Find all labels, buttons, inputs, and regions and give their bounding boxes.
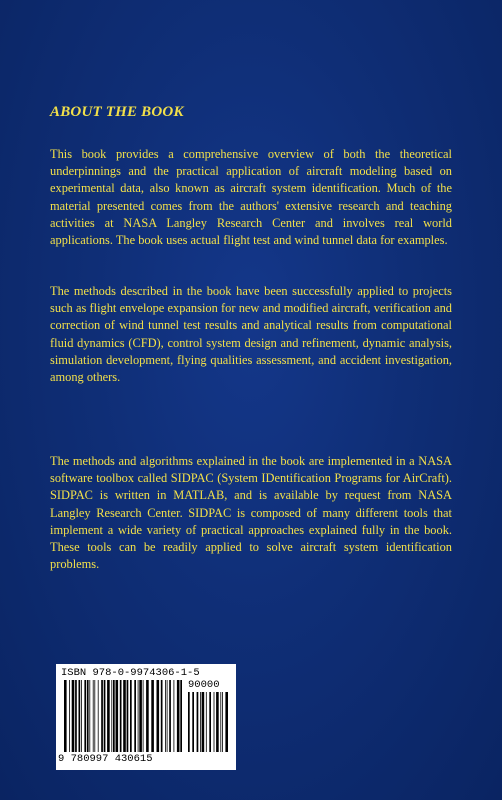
addon-barcode-bars-icon	[188, 692, 230, 752]
barcode-digits: 9 780997 430615	[58, 753, 153, 765]
about-paragraph-3: The methods and algorithms explained in the book are implemented in a NASA software toolbox called SIDPAC (System IDentification Programs for AirCraft). SIDPAC is written in MATLAB, and is available by request from NASA Langley Research Center. SIDPAC is composed of many different tools that implement a wide variety of practical approaches explained fully in the book. These tools can be readily applied to solve aircraft system identification problems.	[50, 454, 452, 572]
isbn-label: ISBN 978-0-9974306-1-5	[61, 667, 200, 679]
isbn-barcode	[56, 664, 236, 770]
about-heading: ABOUT THE BOOK	[50, 104, 184, 120]
barcode-bars-icon	[64, 680, 182, 752]
about-paragraph-2: The methods described in the book have been successfully applied to projects such as flight envelope expansion for new and modified aircraft, verification and correction of wind tunnel test results and analytical results from computational fluid dynamics (CFD), control system design and refinement, dynamic analysis, simulation development, flying qualities assessment, and accident investigation, among others.	[50, 284, 452, 385]
price-code: 90000	[188, 679, 220, 691]
about-paragraph-1: This book provides a comprehensive overview of both the theoretical underpinnings and the practical application of aircraft modeling based on experimental data, also known as aircraft system identification. Much of the material presented comes from the authors' extensive research and teaching activities at NASA Langley Research Center and involves real world applications. The book uses actual flight test and wind tunnel data for examples.	[50, 147, 452, 248]
